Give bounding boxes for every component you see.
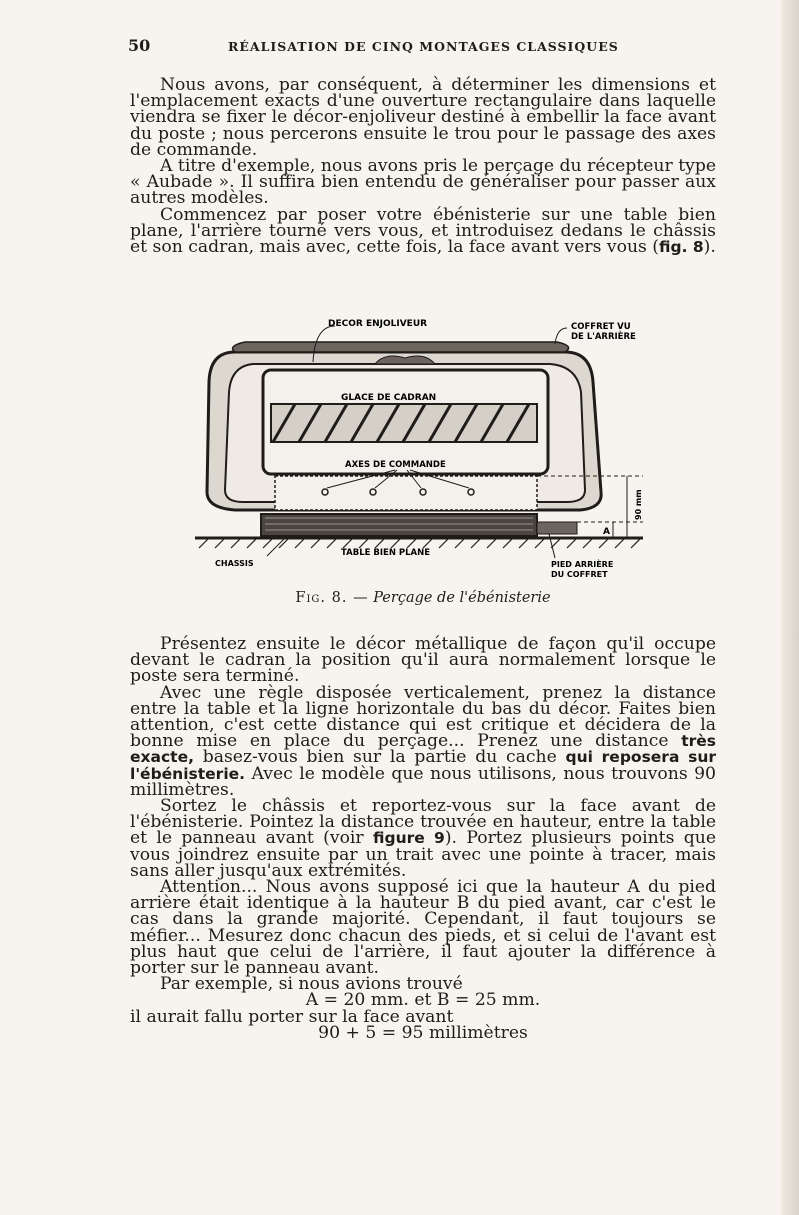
label-axes: AXES DE COMMANDE (345, 460, 446, 470)
emphasis-reposera: qui reposera sur l'ébénisterie. (130, 748, 717, 783)
running-title: RÉALISATION DE CINQ MONTAGES CLASSIQUES (228, 39, 619, 54)
text-block-bottom (130, 636, 716, 1041)
figure-9-reference: figure 9 (373, 829, 445, 848)
label-pied-2: DU COFFRET (551, 570, 608, 579)
caption-title: Perçage de l'ébénisterie (373, 590, 551, 606)
chassis-front (275, 476, 537, 510)
label-dimension-90mm: 90 mm (634, 489, 643, 520)
label-coffret-2: DE L'ARRIÈRE (571, 332, 636, 342)
label-decor: DECOR ENJOLIVEUR (328, 319, 428, 329)
paragraph-6: Sortez le châssis et reportez-vous sur la face avant de l'ébénisterie. Pointez la distance trouvée en hauteur, entre la table et le panneau avant (voir figure 9). Portez plusieurs points que vous joindrez ensuite par un trait avec une pointe à tracer, mais sans aller jusqu'aux extrémités. (130, 796, 716, 881)
figure-8-diagram (195, 312, 655, 590)
emphasis-tres-exacte: très exacte, (130, 732, 716, 767)
figure-8-reference: fig. 8 (659, 238, 704, 257)
paragraph-2: A titre d'exemple, nous avons pris le perçage du récepteur type « Aubade ». Il suffira bien entendu de généraliser pour passer aux autres modèles. (130, 156, 716, 209)
label-coffret-1: COFFRET VU (571, 322, 631, 332)
example-values: A = 20 mm. et B = 25 mm. (305, 990, 541, 1011)
label-a: A (603, 527, 610, 537)
paragraph-3: Commencez par poser votre ébénisterie sur une table bien plane, l'arrière tourné vers vous, et introduisez dedans le châssis et son cadran, mais avec, cette fois, la face avant vers vous (fig. 8). (130, 204, 716, 258)
paragraph-5: Avec une règle disposée verticalement, prenez la distance entre la table et la ligne horizontale du bas du décor. Faites bien attention, c'est cette distance qui est critique et décidera de la bonne mise en place du perçage... Prenez une distance très exacte, basez-vous bien sur la partie du cache qui reposera sur l'ébénisterie. Avec le modèle que nous utilisons, nous trouvons 90 millimètres. (130, 682, 717, 800)
label-chassis: CHASSIS (215, 559, 254, 568)
paragraph-1: Nous avons, par conséquent, à déterminer les dimensions et l'emplacement exacts d'une ouverture rectangulaire dans laquelle viendra se fixer le décor-enjoliveur destiné à embellir la face avant du poste ; nous percerons ensuite le trou pour le passage des axes de commande. (130, 75, 716, 160)
paragraph-8: Par exemple, si nous avions trouvé (160, 974, 463, 995)
label-glace: GLACE DE CADRAN (341, 393, 437, 403)
paragraph-4: Présentez ensuite le décor métallique de façon qu'il occupe devant le cadran la position qu'il aura normalement lorsque le poste sera terminé. (130, 634, 716, 687)
page-binding-edge (781, 0, 799, 1215)
caption-figure-number: Fig. 8. — (295, 590, 369, 606)
text-block-top (130, 75, 716, 258)
example-result: 90 + 5 = 95 millimètres (318, 1022, 528, 1043)
chassis-base (261, 514, 537, 536)
rear-foot (537, 522, 577, 534)
page-number: 50 (128, 36, 151, 55)
paragraph-10: il aurait fallu porter sur la face avant (130, 1006, 454, 1027)
label-table: TABLE BIEN PLANE (341, 548, 431, 558)
page-header (128, 36, 728, 58)
paragraph-7: Attention... Nous avons supposé ici que la hauteur A du pied arrière était identique à la hauteur B du pied avant, car c'est le cas dans la grande majorité. Cependant, il faut toujours se méfier... Mesurez donc chacun des pieds, et si celui de l'avant est plus haut que celui de l'arrière, il faut ajouter la différence à porter sur le panneau avant. (130, 877, 716, 979)
label-pied-1: PIED ARRIÈRE (551, 560, 614, 569)
figure-caption (130, 590, 716, 606)
